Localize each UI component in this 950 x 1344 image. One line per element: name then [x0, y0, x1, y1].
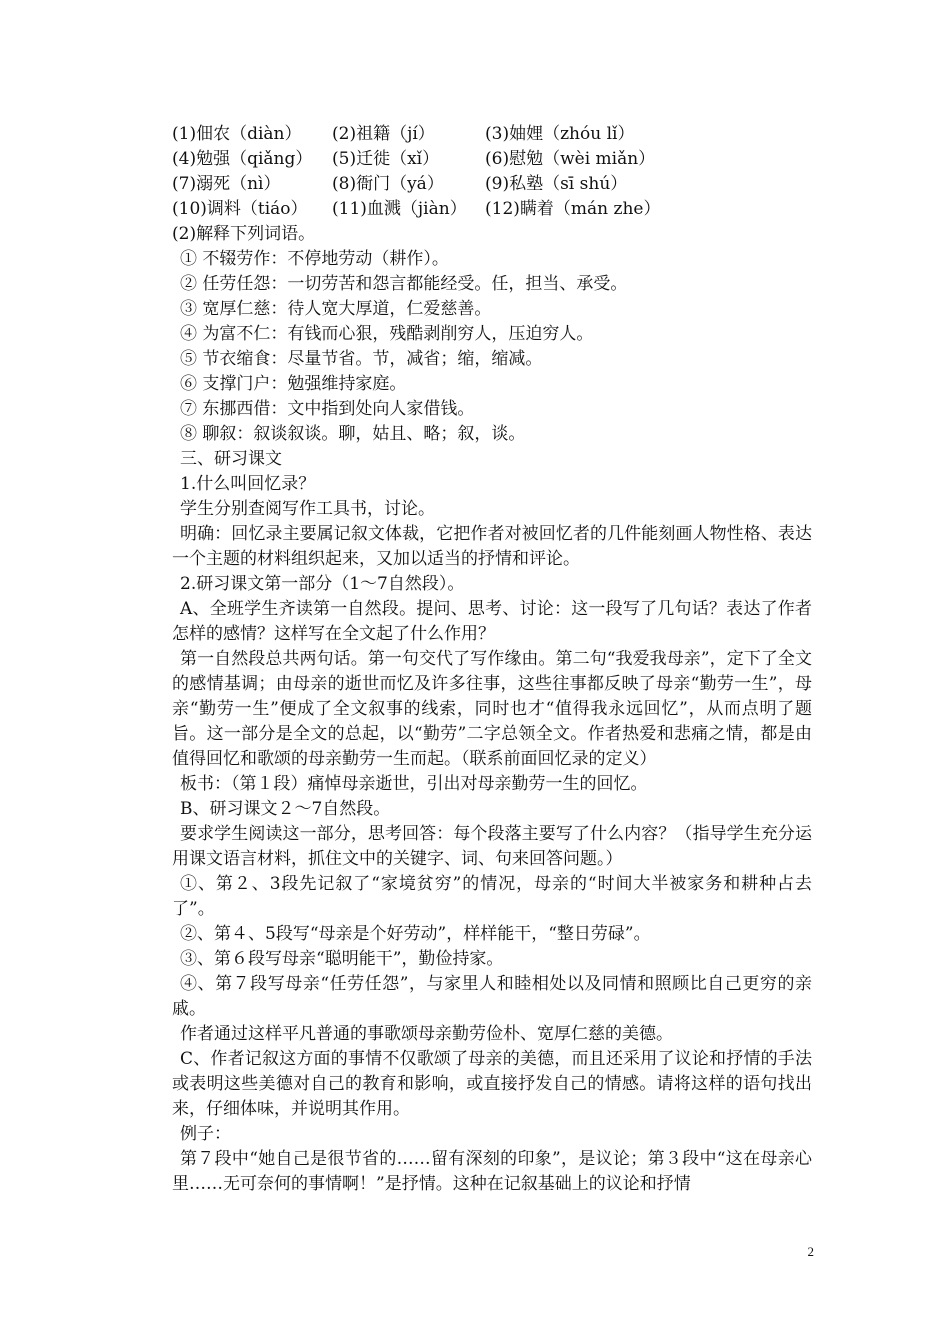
paragraph: 例子： [180, 1124, 231, 1144]
paragraph: C、作者记叙这方面的事情不仅歌颂了母亲的美德，而且还采用了议论和抒情的手法或表明这些美德对自己的教育和影响，或直接抒发自己的情感。请将这样的语句找出来，仔细体味，并说明其作用。 [172, 1049, 812, 1119]
vocab-item: (10)调料（tiáo） [172, 199, 308, 219]
paragraph: ②、第４、5段写“母亲是个好劳动”，样样能干，“整日劳碌”。 [180, 924, 651, 944]
definition-item: ④ 为富不仁：有钱而心狠，残酷剥削穷人，压迫穷人。 [180, 324, 594, 344]
paragraph: A、全班学生齐读第一自然段。提问、思考、讨论：这一段写了几句话？表达了作者怎样的感情？这样写在全文起了什么作用？ [172, 599, 812, 644]
definition-item: ⑥ 支撑门户：勉强维持家庭。 [180, 374, 407, 394]
vocab-item: (5)迁徙（xǐ） [332, 149, 440, 169]
vocab-item: (8)衙门（yá） [332, 174, 444, 194]
section-heading: (2)解释下列词语。 [172, 224, 316, 244]
vocab-item: (12)瞒着（mán zhe） [485, 199, 661, 219]
vocab-item: (11)血溅（jiàn） [332, 199, 467, 219]
page-number: 2 [807, 1244, 814, 1259]
paragraph: ④、第７段写母亲“任劳任怨”，与家里人和睦相处以及同情和照顾比自己更穷的亲戚。 [172, 974, 812, 1019]
page-body [172, 122, 812, 1197]
vocab-item: (9)私塾（sī shú） [485, 174, 628, 194]
vocab-item: (1)佃农（diàn） [172, 124, 302, 144]
paragraph: 板书：（第１段）痛悼母亲逝世，引出对母亲勤劳一生的回忆。 [180, 774, 648, 794]
paragraph: 第一自然段总共两句话。第一句交代了写作缘由。第二句“我爱我母亲”，定下了全文的感情基调；由母亲的逝世而忆及许多往事，这些往事都反映了母亲“勤劳一生”，母亲“勤劳一生”便成了全文叙事的线索，同时也才“值得我永远回忆”，从而点明了题旨。这一部分是全文的总起，以“勤劳”二字总领全文。作者热爱和悲痛之情，都是由值得回忆和歌颂的母亲勤劳一生而起。（联系前面回忆录的定义） [172, 649, 812, 769]
paragraph: 2.研习课文第一部分（1～7自然段）。 [180, 574, 465, 594]
vocab-item: (6)慰勉（wèi miǎn） [485, 149, 656, 169]
paragraph: 作者通过这样平凡普通的事歌颂母亲勤劳俭朴、宽厚仁慈的美德。 [180, 1024, 673, 1044]
paragraph: ③、第６段写母亲“聪明能干”，勤俭持家。 [180, 949, 504, 969]
section-heading: 三、研习课文 [180, 449, 282, 469]
vocabulary-list [172, 122, 812, 222]
definition-item: ⑧ 聊叙：叙谈叙谈。聊，姑且、略；叙，谈。 [180, 424, 526, 444]
definition-item: ⑤ 节衣缩食：尽量节省。节，减省；缩，缩减。 [180, 349, 543, 369]
vocab-item: (4)勉强（qiǎng） [172, 149, 313, 169]
definition-item: ③ 宽厚仁慈：待人宽大厚道，仁爱慈善。 [180, 299, 492, 319]
paragraph: B、研习课文２～7自然段。 [180, 799, 391, 819]
definition-item: ① 不辍劳作：不停地劳动（耕作）。 [180, 249, 449, 269]
instruction: 学生分别查阅写作工具书，讨论。 [180, 499, 435, 519]
paragraph: 明确：回忆录主要属记叙文体裁，它把作者对被回忆者的几件能刻画人物性格、表达一个主题的材料组织起来，又加以适当的抒情和评论。 [172, 524, 812, 569]
vocab-item: (2)祖籍（jí） [332, 124, 435, 144]
vocab-item: (7)溺死（nì） [172, 174, 281, 194]
vocab-item: (3)妯娌（zhóu lǐ） [485, 124, 635, 144]
paragraph: 第７段中“她自己是很节省的……留有深刻的印象”，是议论；第３段中“这在母亲心里……无可奈何的事情啊！”是抒情。这种在记叙基础上的议论和抒情 [172, 1149, 812, 1194]
paragraph: 要求学生阅读这一部分，思考回答：每个段落主要写了什么内容？（指导学生充分运用课文语言材料，抓住文中的关键字、词、句来回答问题。） [172, 824, 812, 869]
definition-item: ⑦ 东挪西借：文中指到处向人家借钱。 [180, 399, 475, 419]
paragraph: ①、第２、3段先记叙了“家境贫穷”的情况，母亲的“时间大半被家务和耕种占去了”。 [172, 874, 812, 919]
question: 1.什么叫回忆录？ [180, 474, 316, 494]
definition-item: ② 任劳任怨：一切劳苦和怨言都能经受。任，担当、承受。 [180, 274, 628, 294]
